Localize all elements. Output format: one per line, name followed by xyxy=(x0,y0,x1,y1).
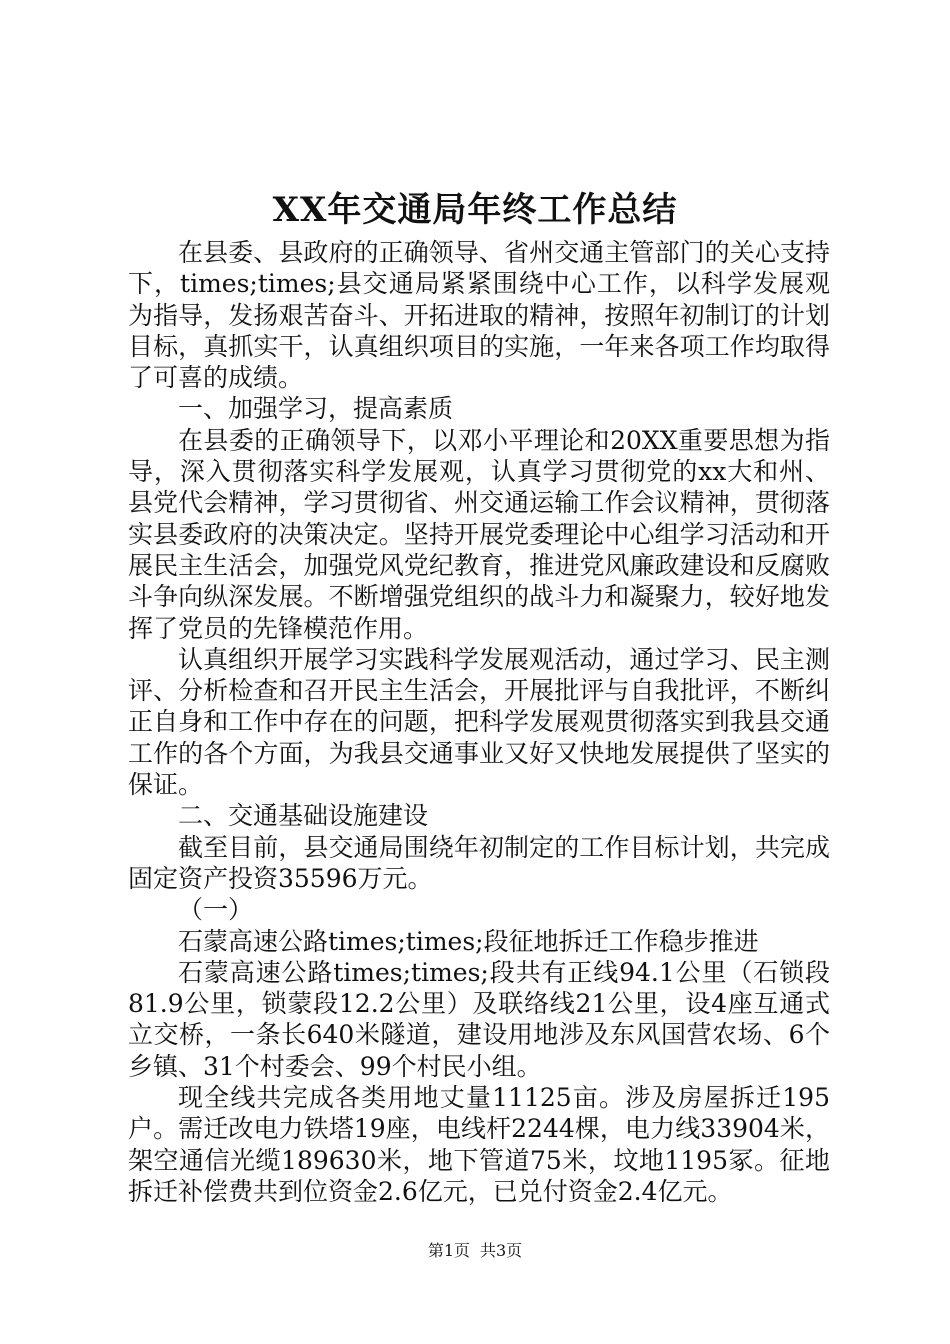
intro-paragraph: 在县委、县政府的正确领导、省州交通主管部门的关心支持下，times;times;县交通局紧紧围绕中心工作，以科学发展观为指导，发扬艰苦奋斗、开拓进取的精神，按照年初制订的计划目标，真抓实干，认真组织项目的实施，一年来各项工作均取得了可喜的成绩。 xyxy=(128,238,830,393)
subsection-number: （一） xyxy=(178,895,254,925)
document-body xyxy=(128,237,830,1207)
section-heading-2: 二、交通基础设施建设 xyxy=(178,801,429,831)
page-footer xyxy=(0,1240,950,1262)
page-number-current: 第1页 xyxy=(427,1241,470,1260)
section-1-paragraph-2: 认真组织开展学习实践科学发展观活动，通过学习、民主测评、分析检查和召开民主生活会，开展批评与自我批评，不断纠正自身和工作中存在的问题，把科学发展观贯彻落实到我县交通工作的各个方面，为我县交通事业又好又快地发展提供了坚实的保证。 xyxy=(128,644,830,800)
document-title: XX年交通局年终工作总结 xyxy=(272,190,678,230)
subsection-title: 石蒙高速公路times;times;段征地拆迁工作稳步推进 xyxy=(178,926,759,956)
section-2-paragraph-1: 截至目前，县交通局围绕年初制定的工作目标计划，共完成固定资产投资35596万元。 xyxy=(128,832,830,893)
subsection-paragraph-2: 现全线共完成各类用地丈量11125亩。涉及房屋拆迁195户。需迁改电力铁塔19座，电线杆2244棵，电力线33904米，架空通信光缆189630米，地下管道75米，坟地1195冢。征地拆迁补偿费共到位资金2.6亿元，已兑付资金2.4亿元。 xyxy=(128,1083,830,1206)
subsection-paragraph-1: 石蒙高速公路times;times;段共有正线94.1公里（石锁段81.9公里，锁蒙段12.2公里）及联络线21公里，设4座互通式立交桥，一条长640米隧道，建设用地涉及东风国营农场、6个乡镇、31个村委会、99个村民小组。 xyxy=(128,957,830,1081)
section-heading-1: 一、加强学习，提高素质 xyxy=(178,394,454,424)
page-number-total: 共3页 xyxy=(480,1241,523,1260)
section-1-paragraph-1: 在县委的正确领导下，以邓小平理论和20XX重要思想为指导，深入贯彻落实科学发展观，认真学习贯彻党的xx大和州、县党代会精神，学习贯彻省、州交通运输工作会议精神，贯彻落实县委政府的决策决定。坚持开展党委理论中心组学习活动和开展民主生活会，加强党风党纪教育，推进党风廉政建设和反腐败斗争向纵深发展。不断增强党组织的战斗力和凝聚力，较好地发挥了党员的先锋模范作用。 xyxy=(128,425,830,643)
